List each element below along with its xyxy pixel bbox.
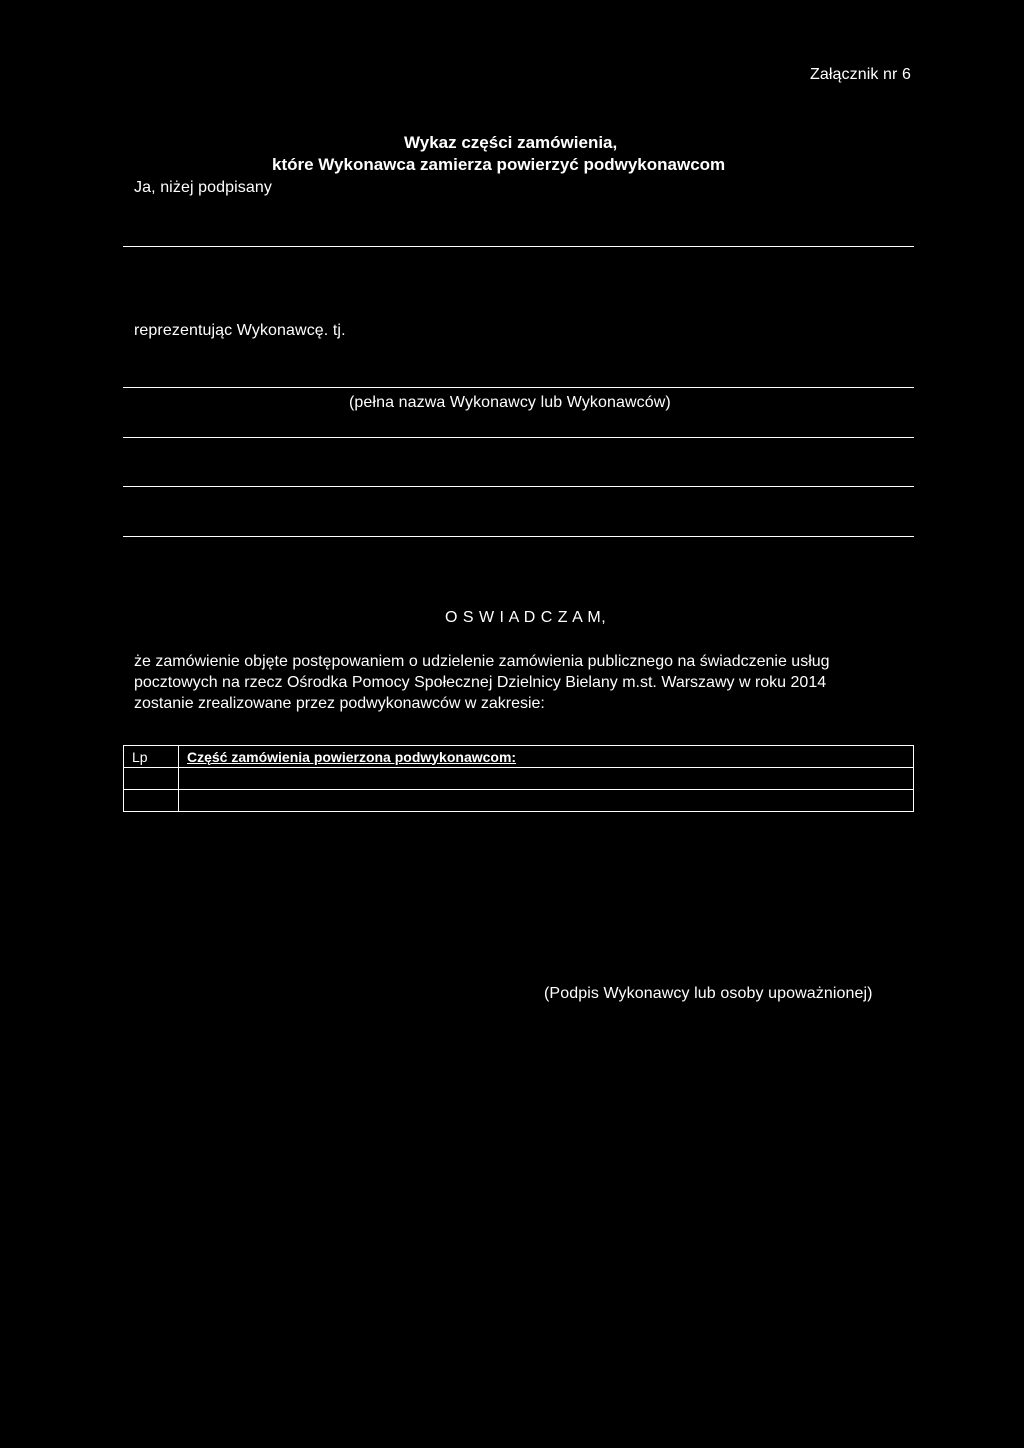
- title-line-2: które Wykonawca zamierza powierzyć podwykonawcom: [272, 155, 726, 174]
- column-header-lp: Lp: [124, 746, 179, 768]
- contractor-caption: (pełna nazwa Wykonawcy lub Wykonawców): [349, 394, 671, 411]
- table-cell-part[interactable]: [179, 768, 914, 790]
- table-cell-lp[interactable]: [124, 790, 179, 812]
- representing-text: reprezentując Wykonawcę. tj.: [134, 322, 346, 339]
- table-header-row: [124, 746, 914, 768]
- column-header-part: Część zamówienia powierzona podwykonawcom:: [179, 746, 914, 768]
- attachment-label: Załącznik nr 6: [810, 66, 911, 83]
- signatory-name-line: [123, 246, 914, 247]
- declare-heading: O S W I A D C Z A M,: [445, 609, 607, 626]
- contractor-line-3: [123, 486, 914, 487]
- declaration-line-3: zostanie zrealizowane przez podwykonawców w zakresie:: [134, 695, 545, 712]
- subcontracted-parts-table: [123, 745, 914, 812]
- declaration-line-1: że zamówienie objęte postępowaniem o udzielenie zamówienia publicznego na świadczenie usług: [134, 653, 830, 670]
- contractor-line-2: [123, 437, 914, 438]
- signature-caption: (Podpis Wykonawcy lub osoby upoważnionej): [544, 985, 873, 1002]
- title-line-1: Wykaz części zamówienia,: [404, 133, 618, 152]
- table-row: [124, 768, 914, 790]
- contractor-name-line: [123, 387, 914, 388]
- signatory-intro: Ja, niżej podpisany: [134, 179, 272, 196]
- contractor-line-4: [123, 536, 914, 537]
- table-cell-lp[interactable]: [124, 768, 179, 790]
- declaration-line-2: pocztowych na rzecz Ośrodka Pomocy Społecznej Dzielnicy Bielany m.st. Warszawy w roku 2014: [134, 674, 827, 691]
- table-row: [124, 790, 914, 812]
- declaration-text: [134, 651, 914, 714]
- table-cell-part[interactable]: [179, 790, 914, 812]
